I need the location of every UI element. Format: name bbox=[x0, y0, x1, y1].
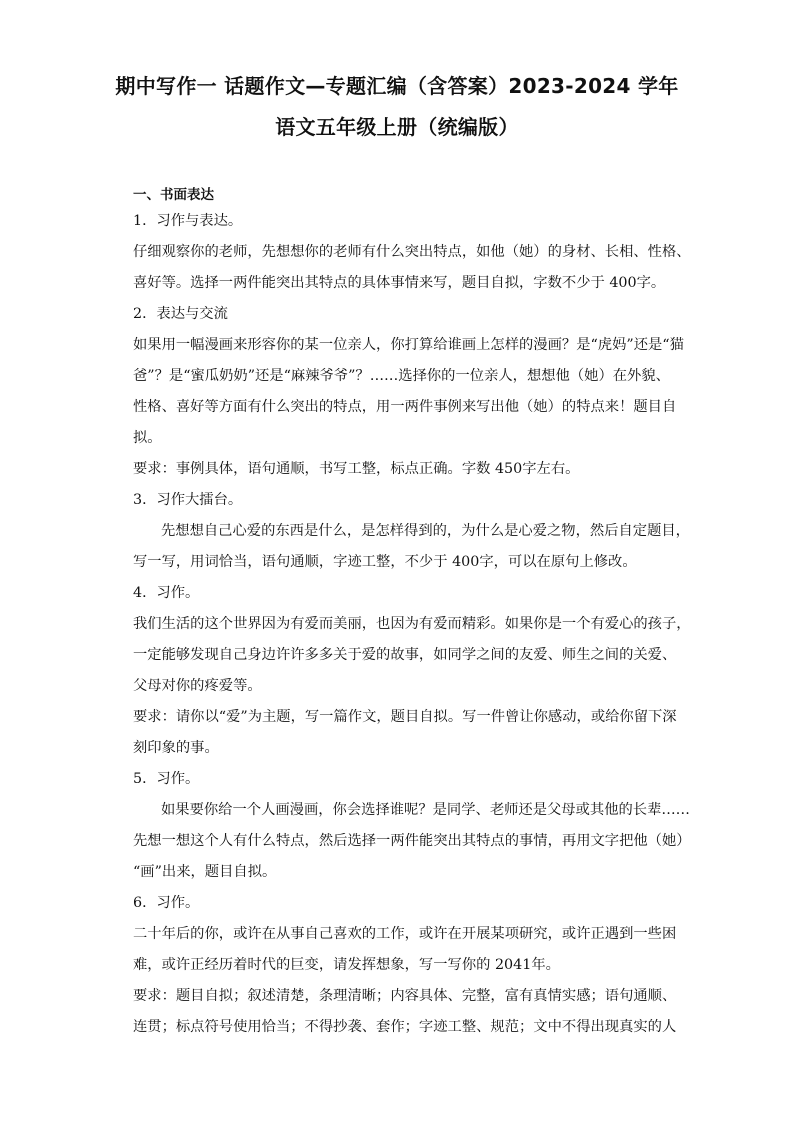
question-5-line-1: 如果要你给一个人画漫画，你会选择谁呢？是同学、老师还是父母或其他的长辈…… bbox=[161, 802, 690, 818]
question-2-line-3: 性格、喜好等方面有什么突出的特点，用一两件事例来写出他（她）的特点来！题目自 bbox=[133, 399, 677, 415]
question-1-title: 1．习作与表达。 bbox=[133, 213, 243, 229]
question-4-line-5: 刻印象的事。 bbox=[133, 740, 219, 756]
question-6-line-3: 要求：题目自拟；叙述清楚，条理清晰；内容具体、完整，富有真情实感；语句通顺、 bbox=[133, 988, 677, 1004]
question-1-line-1: 仔细观察你的老师，先想想你的老师有什么突出特点，如他（她）的身材、长相、性格、 bbox=[133, 244, 691, 260]
question-3-line-2: 写一写，用词恰当，语句通顺，字迹工整，不少于 400字，可以在原句上修改。 bbox=[133, 554, 637, 570]
question-3-line-1: 先想想自己心爱的东西是什么，是怎样得到的，为什么是心爱之物，然后自定题目， bbox=[161, 523, 690, 539]
question-1-line-2: 喜好等。选择一两件能突出其特点的具体事情来写，题目自拟，字数不少于 400字。 bbox=[133, 275, 666, 291]
question-6-line-4: 连贯；标点符号使用恰当；不得抄袭、套作；字迹工整、规范；文中不得出现真实的人 bbox=[133, 1019, 677, 1035]
question-2-line-2: 爸”？是“蜜瓜奶奶”还是“麻辣爷爷”？……选择你的一位亲人，想想他（她）在外貌、 bbox=[133, 368, 670, 384]
section-heading: 一、书面表达 bbox=[133, 187, 214, 203]
question-2-line-4: 拟。 bbox=[133, 430, 162, 446]
document-body bbox=[133, 206, 691, 1043]
question-2-title: 2．表达与交流 bbox=[133, 306, 228, 322]
question-4-line-4: 要求：请你以“爱”为主题，写一篇作文，题目自拟。写一件曾让你感动，或给你留下深 bbox=[133, 709, 677, 725]
question-6-title: 6．习作。 bbox=[133, 895, 200, 911]
question-5-title: 5．习作。 bbox=[133, 771, 200, 787]
question-4-line-1: 我们生活的这个世界因为有爱而美丽，也因为有爱而精彩。如果你是一个有爱心的孩子， bbox=[133, 616, 691, 632]
question-6-line-2: 难，或许正经历着时代的巨变，请发挥想象，写一写你的 2041年。 bbox=[133, 957, 560, 973]
document-title-line-2: 语文五年级上册（统编版） bbox=[275, 115, 519, 139]
question-2-line-1: 如果用一幅漫画来形容你的某一位亲人，你打算给谁画上怎样的漫画？是“虎妈”还是“猫 bbox=[133, 337, 684, 353]
question-4-title: 4．习作。 bbox=[133, 585, 200, 601]
question-4-line-3: 父母对你的疼爱等。 bbox=[133, 678, 262, 694]
question-4-line-2: 一定能够发现自己身边许许多多关于爱的故事，如同学之间的友爱、师生之间的关爱、 bbox=[133, 647, 677, 663]
question-5-line-2: 先想一想这个人有什么特点，然后选择一两件能突出其特点的事情，再用文字把他（她） bbox=[133, 833, 691, 849]
question-3-title: 3．习作大擂台。 bbox=[133, 492, 243, 508]
document-title-line-1: 期中写作一 话题作文—专题汇编（含答案）2023-2024 学年 bbox=[115, 74, 679, 98]
question-5-line-3: “画”出来，题目自拟。 bbox=[133, 864, 277, 880]
question-2-line-5: 要求：事例具体，语句通顺，书写工整，标点正确。字数 450字左右。 bbox=[133, 461, 580, 477]
question-6-line-1: 二十年后的你，或许在从事自己喜欢的工作，或许在开展某项研究，或许正遇到一些困 bbox=[133, 926, 677, 942]
